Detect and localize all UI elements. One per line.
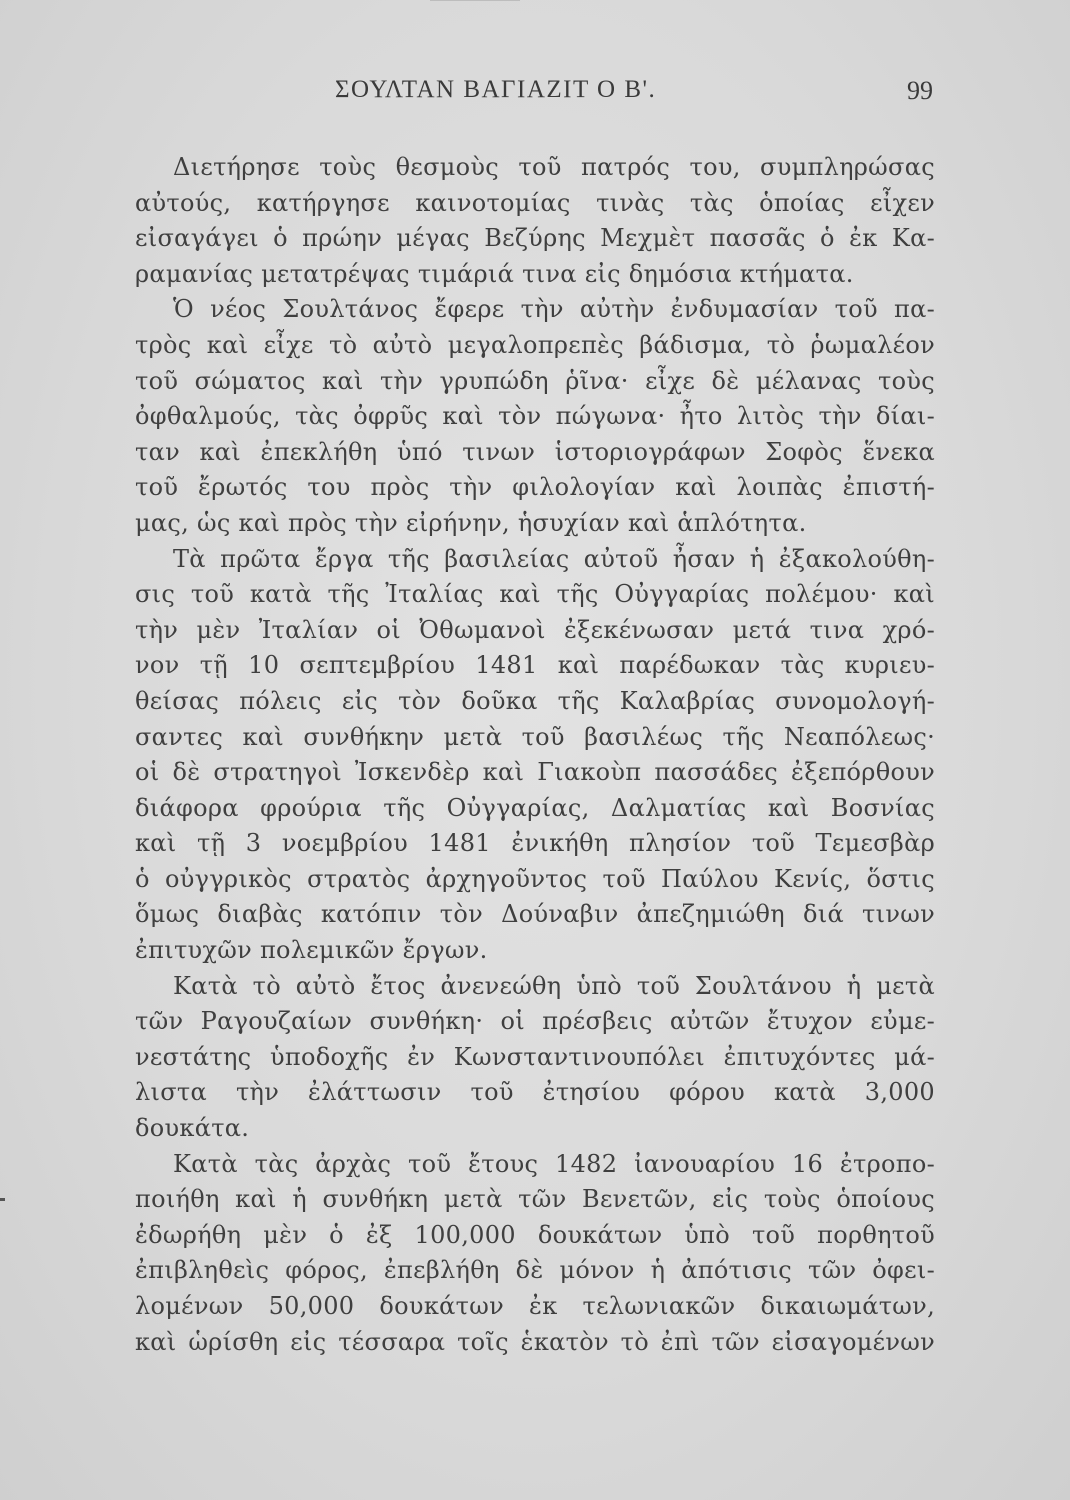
- text-line: εἰσαγάγει ὁ πρώην μέγας Βεζύρης Μεχμὲτ πασσᾶς ὁ ἐκ Κα-: [135, 224, 935, 253]
- margin-mark: [0, 1198, 5, 1201]
- text-line: λιστα τὴν ἐλάττωσιν τοῦ ἐτησίου φόρου κατὰ 3,000: [135, 1078, 935, 1107]
- page-edge-mark: [430, 0, 520, 1]
- text-line: τοῦ ἔρωτός του πρὸς τὴν φιλολογίαν καὶ λοιπὰς ἐπιστή-: [135, 473, 935, 502]
- text-line: Ὁ νέος Σουλτάνος ἔφερε τὴν αὐτὴν ἐνδυμασίαν τοῦ πα-: [173, 295, 935, 324]
- text-line: δουκάτα.: [135, 1114, 250, 1143]
- text-line: Κατὰ τὰς ἀρχὰς τοῦ ἔτους 1482 ἰανουαρίου 16 ἐτροπο-: [173, 1149, 935, 1178]
- text-line: τῶν Ραγουζαίων συνθήκη· οἱ πρέσβεις αὐτῶν ἔτυχον εὐμε-: [135, 1007, 935, 1036]
- text-line: ὀφθαλμούς, τὰς ὀφρῦς καὶ τὸν πώγωνα· ἦτο λιτὸς τὴν δίαι-: [135, 402, 935, 431]
- text-line: αὐτούς, κατήργησε καινοτομίας τινὰς τὰς ὁποίας εἶχεν: [135, 188, 935, 217]
- text-line: ἐδωρήθη μὲν ὁ ἐξ 100,000 δουκάτων ὑπὸ τοῦ πορθητοῦ: [135, 1220, 935, 1249]
- text-line: νον τῇ 10 σεπτεμβρίου 1481 καὶ παρέδωκαν τὰς κυριευ-: [135, 651, 935, 680]
- page-number: 99: [907, 76, 933, 105]
- text-line: Διετήρησε τοὺς θεσμοὺς τοῦ πατρός του, συμπληρώσας: [173, 153, 935, 181]
- text-line: Τὰ πρῶτα ἔργα τῆς βασιλείας αὐτοῦ ἦσαν ἡ ἐξακολούθη-: [173, 544, 935, 573]
- text-line: διάφορα φρούρια τῆς Οὐγγαρίας, Δαλματίας καὶ Βοσνίας: [135, 793, 935, 822]
- text-line: ραμανίας μετατρέψας τιμάριά τινα εἰς δημόσια κτήματα.: [135, 259, 854, 288]
- text-line: ἐπιτυχῶν πολεμικῶν ἔργων.: [135, 936, 488, 965]
- text-line: καὶ ὡρίσθη εἰς τέσσαρα τοῖς ἑκατὸν τὸ ἐπὶ τῶν εἰσαγομένων: [135, 1327, 935, 1356]
- text-line: ἐπιβληθεὶς φόρος, ἐπεβλήθη δὲ μόνον ἡ ἀπότισις τῶν ὀφει-: [135, 1256, 935, 1285]
- page-header: [135, 76, 935, 116]
- text-line: ὁ οὐγγρικὸς στρατὸς ἀρχηγοῦντος τοῦ Παύλου Κενίς, ὅστις: [135, 864, 935, 893]
- text-line: σις τοῦ κατὰ τῆς Ἰταλίας καὶ τῆς Οὐγγαρίας πολέμου· καὶ: [135, 580, 935, 609]
- text-line: μας, ὡς καὶ πρὸς τὴν εἰρήνην, ἡσυχίαν καὶ ἁπλότητα.: [135, 508, 807, 537]
- text-line: θείσας πόλεις εἰς τὸν δοῦκα τῆς Καλαβρίας συνομολογή-: [135, 686, 935, 715]
- text-line: λομένων 50,000 δουκάτων ἐκ τελωνιακῶν δικαιωμάτων,: [135, 1292, 935, 1320]
- text-line: καὶ τῇ 3 νοεμβρίου 1481 ἐνικήθη πλησίον τοῦ Τεμεσβὰρ: [135, 829, 935, 858]
- text-line: σαντες καὶ συνθήκην μετὰ τοῦ βασιλέως τῆς Νεαπόλεως·: [135, 722, 935, 751]
- text-line: οἱ δὲ στρατηγοὶ Ἰσκενδὲρ καὶ Γιακοὺπ πασσάδες ἐξεπόρθουν: [135, 758, 935, 787]
- running-title: ΣΟΥΛΤΑΝ ΒΑΓΙΑΖΙΤ Ο Β'.: [335, 76, 657, 103]
- text-line: ὅμως διαβὰς κατόπιν τὸν Δούναβιν ἀπεζημιώθη διά τινων: [135, 900, 935, 929]
- text-line: τρὸς καὶ εἶχε τὸ αὐτὸ μεγαλοπρεπὲς βάδισμα, τὸ ῥωμαλέον: [135, 330, 935, 359]
- text-line: ταν καὶ ἐπεκλήθη ὑπό τινων ἱστοριογράφων Σοφὸς ἕνεκα: [135, 437, 935, 466]
- text-line: ποιήθη καὶ ἡ συνθήκη μετὰ τῶν Βενετῶν, εἰς τοὺς ὁποίους: [135, 1185, 935, 1214]
- text-line: νεστάτης ὑποδοχῆς ἐν Κωνσταντινουπόλει ἐπιτυχόντες μά-: [135, 1042, 935, 1071]
- text-line: τὴν μὲν Ἰταλίαν οἱ Ὀθωμανοὶ ἐξεκένωσαν μετά τινα χρό-: [135, 615, 935, 644]
- body-text: [135, 150, 935, 1360]
- text-line: τοῦ σώματος καὶ τὴν γρυπώδη ῥῖνα· εἶχε δὲ μέλανας τοὺς: [135, 366, 935, 395]
- text-line: Κατὰ τὸ αὐτὸ ἔτος ἀνενεώθη ὑπὸ τοῦ Σουλτάνου ἡ μετὰ: [173, 971, 935, 1000]
